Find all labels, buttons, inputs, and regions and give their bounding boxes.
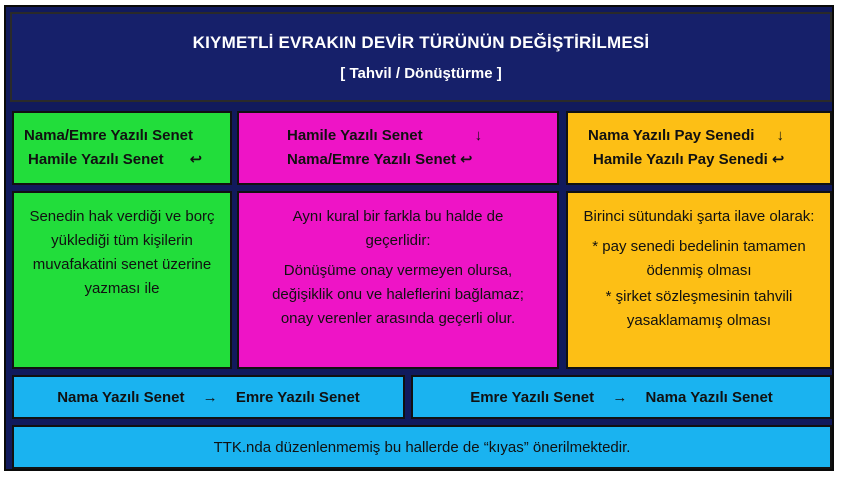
col1-header-line2: Hamile Yazılı Senet ↩ [24, 148, 230, 172]
col2-paragraph-1: Aynı kural bir farkla bu halde de geçerlidir: [292, 208, 504, 249]
footer-box [12, 425, 832, 469]
col3-header-line2: Hamile Yazılı Pay Senedi ↩ [588, 148, 830, 172]
conversion-2-to: Nama Yazılı Senet [645, 389, 773, 406]
col1-body [12, 191, 232, 369]
return-arrow-icon: ↩ [189, 151, 203, 168]
footer-note: TTK.nda düzenlenmemiş bu hallerde de “kıyas” önerilmektedir. [213, 439, 631, 456]
conversion-box-2 [411, 375, 832, 419]
col3-paragraph-1: Birinci sütundaki şarta ilave olarak: [583, 208, 815, 225]
down-arrow-icon: ↓ [474, 127, 483, 144]
right-arrow-icon: → [612, 389, 628, 406]
conversion-2-from: Emre Yazılı Senet [470, 389, 595, 406]
title-box [10, 12, 832, 102]
col3-body [566, 191, 832, 369]
col1-paragraph: Senedin hak verdiği ve borç yüklediği tüm kişilerin muvafakatini senet üzerine yazması ile [29, 208, 215, 297]
diagram-subtitle: [ Tahvil / Dönüştürme ] [340, 65, 502, 82]
col3-bullet-1: * pay senedi bedelinin tamamen ödenmiş olması [592, 238, 806, 279]
col2-paragraph-2: Dönüşüme onay vermeyen olursa, değişiklik onu ve haleflerini bağlamaz; onay verenler arasında geçerli olur. [272, 262, 524, 327]
col1-header-line1: Nama/Emre Yazılı Senet [24, 127, 193, 144]
conversion-1-to: Emre Yazılı Senet [235, 389, 360, 406]
col3-header [566, 111, 832, 185]
col2-body [237, 191, 559, 369]
col3-header-line1: Nama Yazılı Pay Senedi ↓ [588, 124, 830, 148]
col2-header-line1: Hamile Yazılı Senet ↓ [287, 124, 557, 148]
down-arrow-icon: ↓ [776, 127, 784, 144]
col2-header-line2: Nama/Emre Yazılı Senet ↩ [287, 148, 557, 172]
conversion-box-1 [12, 375, 405, 419]
return-arrow-icon: ↩ [771, 151, 785, 168]
conversion-1-from: Nama Yazılı Senet [57, 389, 185, 406]
col1-header [12, 111, 232, 185]
col3-bullet-2: * şirket sözleşmesinin tahvili yasaklamamış olması [605, 288, 793, 329]
diagram-title: KIYMETLİ EVRAKIN DEVİR TÜRÜNÜN DEĞİŞTİRİLMESİ [192, 33, 650, 52]
right-arrow-icon: → [202, 389, 218, 406]
return-arrow-icon: ↩ [459, 151, 473, 168]
col2-header [237, 111, 559, 185]
